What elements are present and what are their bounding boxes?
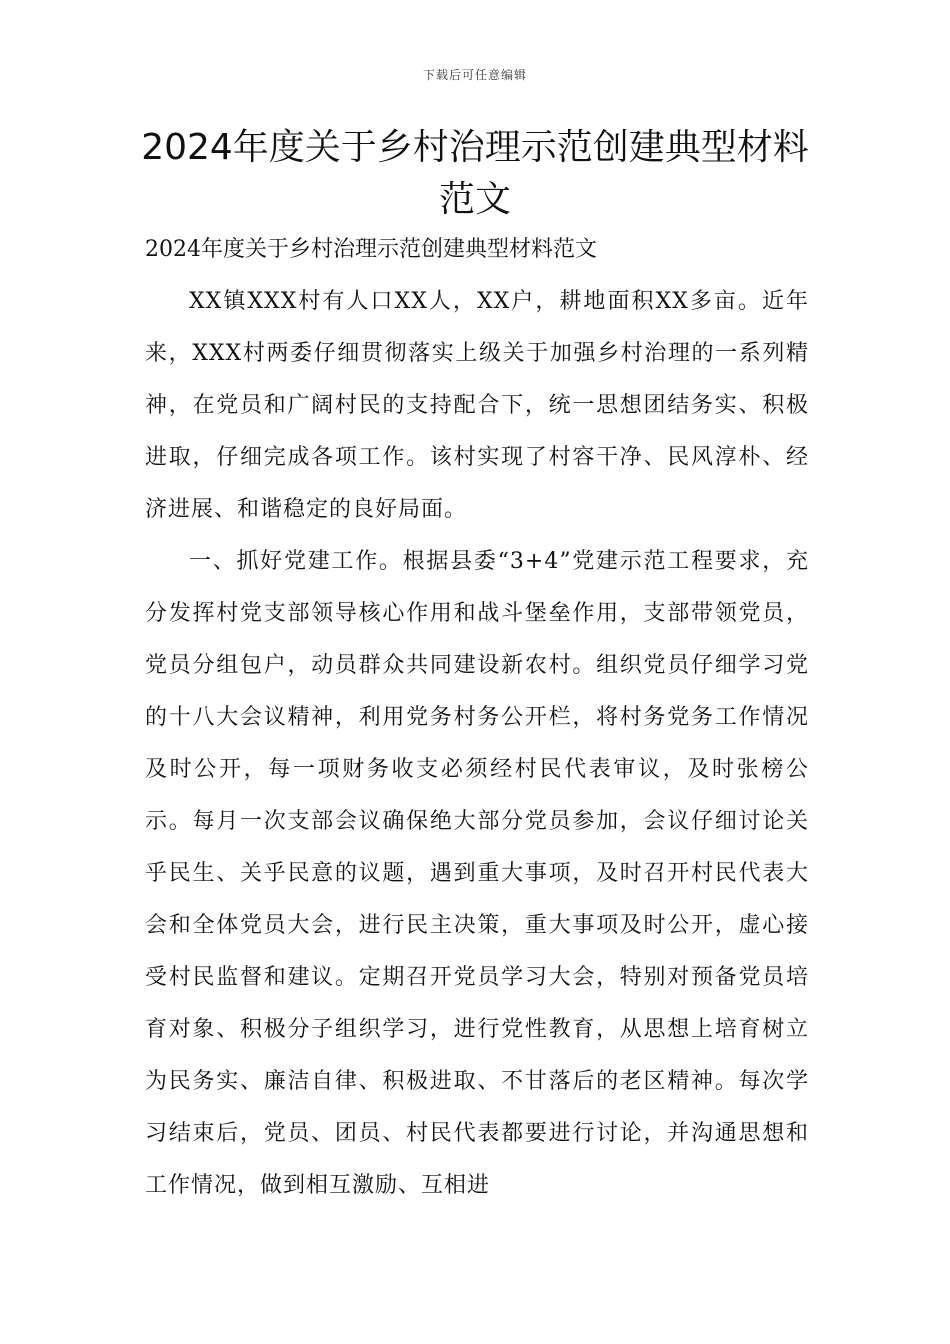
body-paragraph: XX镇XXX村有人口XX人，XX户，耕地面积XX多亩。近年来，XXX村两委仔细贯彻落实上级关于加强乡村治理的一系列精神，在党员和广阔村民的支持配合下，统一思想团结务实、积极进取，仔细完成各项工作。该村实现了村容干净、民风淳朴、经济进展、和谐稳定的良好局面。 — [145, 289, 809, 522]
body-paragraph: 一、抓好党建工作。根据县委“3+4”党建示范工程要求，充分发挥村党支部领导核心作用和战斗堡垒作用，支部带领党员，党员分组包户，动员群众共同建设新农村。组织党员仔细学习党的十八大会议精神，利用党务村务公开栏，将村务党务工作情况及时公开，每一项财务收支必须经村民代表审议，及时张榜公示。每月一次支部会议确保绝大部分党员参加，会议仔细讨论关乎民生、关乎民意的议题，遇到重大事项，及时召开村民代表大会和全体党员大会，进行民主决策，重大事项及时公开，虚心接受村民监督和建议。定期召开党员学习大会，特别对预备党员培育对象、积极分子组织学习，进行党性教育，从思想上培育树立为民务实、廉洁自律、积极进取、不甘落后的老区精神。每次学习结束后，党员、团员、村民代表都要进行讨论，并沟通思想和工作情况，做到相互激励、互相进 — [145, 549, 809, 1198]
document-body — [145, 276, 809, 1212]
header-note: 下载后可任意编辑 — [422, 68, 527, 82]
document-title: 2024年度关于乡村治理示范创建典型材料范文 — [141, 127, 809, 220]
document-subtitle: 2024年度关于乡村治理示范创建典型材料范文 — [145, 237, 597, 262]
